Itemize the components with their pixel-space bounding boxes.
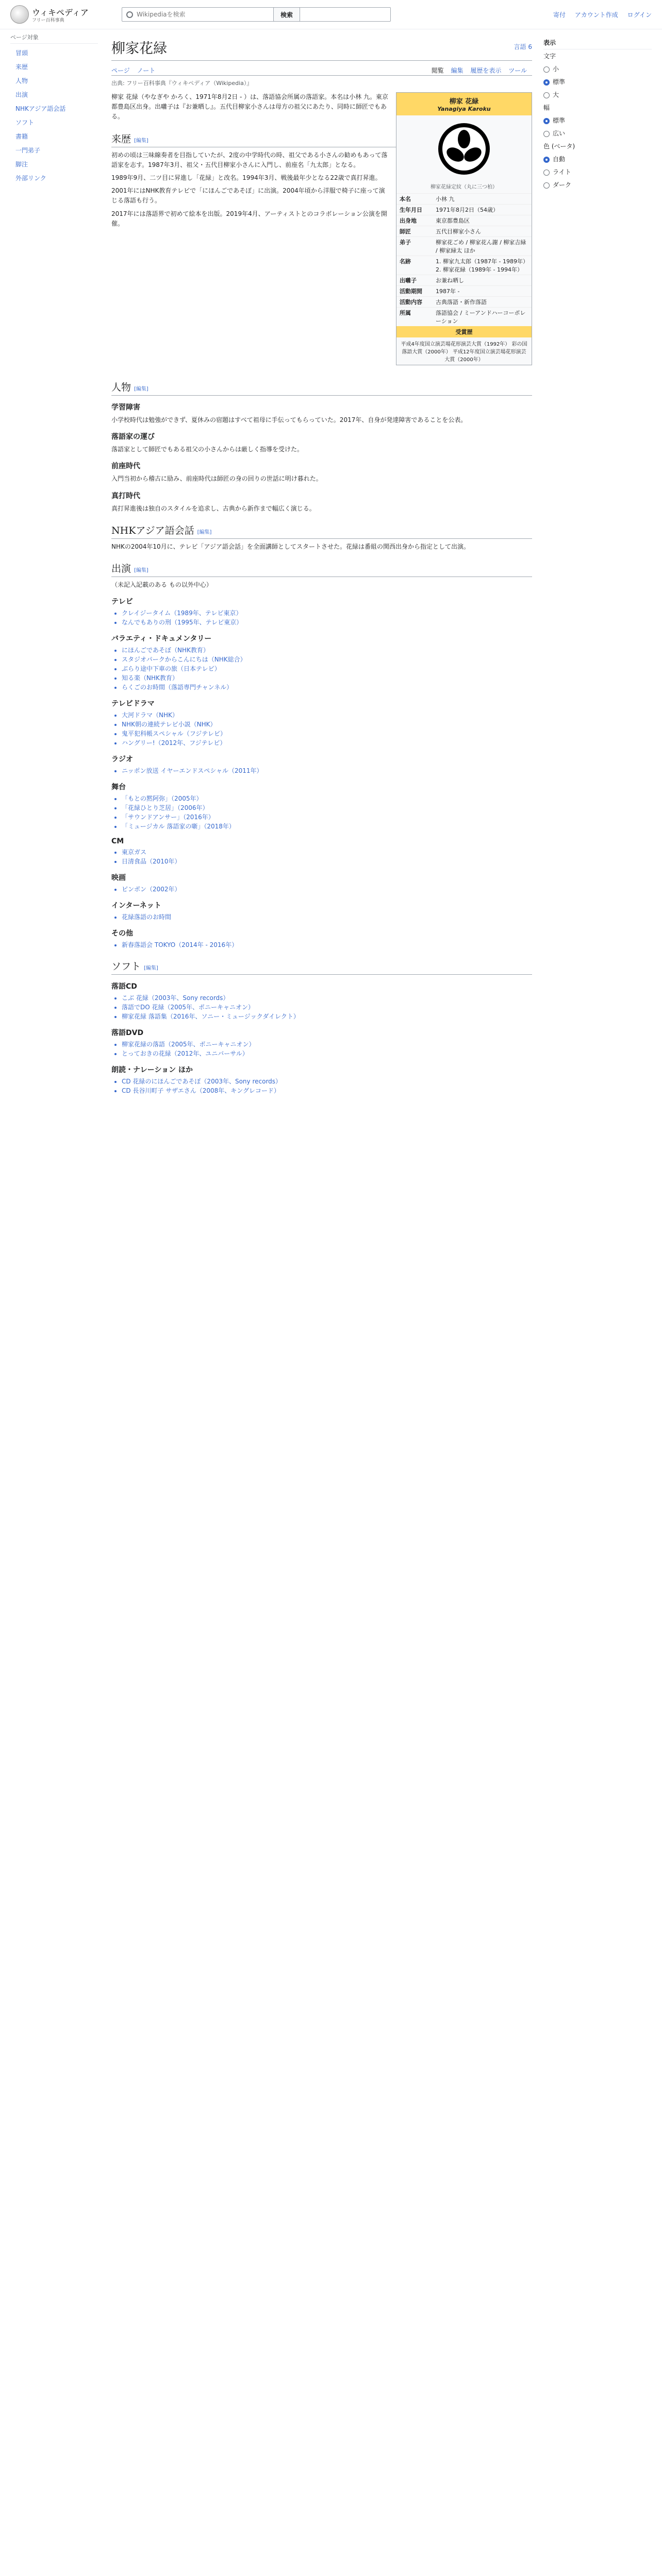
- radio-icon: [543, 92, 550, 98]
- radio-icon: [543, 131, 550, 137]
- infobox-value: 1. 柳家九太郎（1987年 - 1989年）2. 柳家花緑（1989年 - 1994年）: [436, 258, 528, 273]
- infobox-key: 活動期間: [400, 288, 422, 295]
- edit-link[interactable]: [編集]: [134, 138, 148, 144]
- family-crest-image: [396, 115, 532, 182]
- subsection-heading: 落語CD: [111, 982, 137, 991]
- section-heading: 来歴 [編集]: [111, 131, 532, 147]
- list-item[interactable]: • 知る楽（NHK教育）: [122, 673, 532, 683]
- infobox: [396, 92, 532, 365]
- list-item[interactable]: • 新春落語会 TOKYO（2014年 - 2016年）: [122, 940, 532, 950]
- subsection-heading: その他: [111, 929, 133, 938]
- list-item[interactable]: • 落語でDO 花緑（2005年、ポニーキャニオン）: [122, 1003, 532, 1012]
- list-item[interactable]: • ニッポン放送 イヤーエンドスペシャル（2011年）: [122, 766, 532, 775]
- list-item[interactable]: • ハングリー!（2012年、フジテレビ）: [122, 738, 532, 748]
- list-item[interactable]: • 花緑落語のお時間: [122, 912, 532, 922]
- paragraph: 2001年にはNHK教育テレビで「にほんごであそぼ」に出演。2004年頃から洋服で椅子に座って演じる落語も行う。: [111, 187, 385, 205]
- list-item[interactable]: • CD 長谷川町子 サザエさん（2008年、キングレコード）: [122, 1086, 532, 1095]
- section-note: （未記入記載のある もの以外中心）: [111, 581, 212, 588]
- table-of-contents: [10, 31, 98, 185]
- awards-heading: 受賞歴: [396, 326, 532, 337]
- language-button[interactable]: 言語 6: [514, 43, 532, 50]
- section-heading: NHKアジア語会話 [編集]: [111, 523, 532, 539]
- edit-link[interactable]: [編集]: [134, 567, 148, 573]
- subsection-heading: テレビ: [111, 598, 133, 606]
- infobox-value: 柳家花ごめ / 柳家花ん謝 / 柳家吉緑 / 柳家緑太 ほか: [436, 239, 526, 254]
- site-header: [0, 0, 662, 29]
- subsection-heading: テレビドラマ: [111, 700, 155, 708]
- tab-talk[interactable]: ノート: [137, 67, 156, 74]
- infobox-value: 五代目柳家小さん: [436, 228, 481, 235]
- tab-tools[interactable]: ツール: [508, 67, 527, 74]
- subsection-heading: インターネット: [111, 902, 161, 910]
- paragraph: 真打昇進後は独自のスタイルを追求し、古典から新作まで幅広く演じる。: [111, 504, 316, 512]
- infobox-key: 活動内容: [400, 299, 422, 306]
- login-link[interactable]: ログイン: [627, 11, 652, 19]
- infobox-key: 所属: [400, 310, 411, 316]
- list-item[interactable]: • 「花緑ひとり芝居」（2006年）: [122, 803, 532, 812]
- color-label: 色 (ベータ): [543, 143, 575, 150]
- bullet-list: [122, 912, 532, 922]
- search-input[interactable]: [136, 8, 344, 21]
- toc-item[interactable]: 外部リンク: [15, 175, 46, 182]
- list-item[interactable]: • 日清食品（2010年）: [122, 857, 532, 866]
- tab-edit[interactable]: 編集: [451, 67, 464, 74]
- infobox-value: 1971年8月2日（54歳）: [436, 207, 499, 213]
- list-item[interactable]: • にほんごであそぼ（NHK教育）: [122, 646, 532, 655]
- list-item[interactable]: • ぶらり途中下車の旅（日本テレビ）: [122, 664, 532, 673]
- paragraph: 落語家として師匠でもある祖父の小さんからは厳しく指導を受けた。: [111, 446, 304, 453]
- appearance-panel: [543, 31, 652, 191]
- infobox-row: [396, 204, 532, 215]
- personal-tools: [546, 10, 652, 19]
- bullet-list: [122, 646, 532, 692]
- paragraph: 初めの頃は三味線奏者を目指していたが、2度の中学時代の時、祖父である小さんの勧めもあって落語家を志す。1987年3月、祖父・五代目柳家小さんに入門し、前座名「九太郎」となる。: [111, 151, 388, 168]
- toc-item[interactable]: 書籍: [15, 133, 28, 140]
- width-label: 幅: [543, 104, 550, 111]
- infobox-row: [396, 296, 532, 307]
- list-item[interactable]: • 「ミュージカル 落語家の噺」（2018年）: [122, 822, 532, 831]
- infobox-value: お兼ね晒し: [436, 277, 464, 284]
- infobox-value: 1987年 -: [436, 288, 460, 295]
- width-wide[interactable]: 広い: [543, 127, 652, 140]
- wikipedia-logo[interactable]: [10, 4, 93, 25]
- infobox-key: 本名: [400, 196, 411, 202]
- text-size-large[interactable]: 大: [543, 88, 652, 101]
- infobox-row: [396, 256, 532, 275]
- list-item[interactable]: • CD 花緑のにほんごであそぼ（2003年、Sony records）: [122, 1077, 532, 1086]
- section-heading: 人物 [編集]: [111, 380, 532, 396]
- infobox-value: 落語協会 / ミーアンドハーコーポレーション: [436, 310, 526, 325]
- bullet-list: [122, 710, 532, 748]
- paragraph: 小学校時代は勉強ができず、夏休みの宿題はすべて祖母に手伝ってもらっていた。2017年、自身が発達障害であることを公表。: [111, 416, 467, 423]
- awards-list: 平成4年度国立演芸場花形演芸大賞（1992年） 彩の国落語大賞（2000年） 平成12年度国立演芸場花形演芸大賞（2000年）: [401, 342, 527, 363]
- section-heading: ソフト [編集]: [111, 959, 532, 975]
- bullet-list: [122, 848, 532, 866]
- edit-link[interactable]: [編集]: [134, 386, 148, 392]
- edit-link[interactable]: [編集]: [144, 965, 158, 972]
- subsection-heading: 真打時代: [111, 492, 140, 500]
- search-box: [122, 7, 391, 22]
- infobox-row: [396, 226, 532, 236]
- infobox-row: [396, 275, 532, 285]
- list-item[interactable]: • なんでもありの刑（1995年、テレビ東京）: [122, 618, 532, 627]
- tab-history[interactable]: 履歴を表示: [470, 67, 502, 74]
- list-item[interactable]: • NHK朝の連続テレビ小説（NHK）: [122, 720, 532, 729]
- subsection-heading: 舞台: [111, 783, 126, 792]
- edit-link[interactable]: [編集]: [197, 529, 212, 535]
- main-content: [111, 31, 532, 1097]
- infobox-row: [396, 236, 532, 256]
- list-item[interactable]: • ピンポン（2002年）: [122, 885, 532, 894]
- appearance-heading: 表示: [543, 36, 652, 49]
- text-size-standard[interactable]: 標準: [543, 75, 652, 88]
- infobox-row: [396, 193, 532, 204]
- infobox-row: [396, 215, 532, 226]
- color-dark[interactable]: ダーク: [543, 178, 652, 191]
- infobox-value: 古典落語・新作落語: [436, 299, 487, 306]
- toc-item[interactable]: 一門弟子: [15, 147, 41, 154]
- infobox-value: 小林 九: [436, 196, 455, 202]
- bullet-list: [122, 885, 532, 894]
- site-name: ウィキペディア: [32, 8, 89, 18]
- bullet-list: [122, 766, 532, 775]
- site-tagline: フリー百科事典: [32, 18, 64, 23]
- page-title: 柳家花緑 言語 6: [111, 37, 532, 61]
- create-account-link[interactable]: アカウント作成: [574, 11, 618, 19]
- infobox-value: 東京都豊島区: [436, 217, 470, 224]
- infobox-key: 出囃子: [400, 277, 417, 284]
- tab-read[interactable]: 閲覧: [431, 67, 444, 74]
- section-heading: 出演 [編集]: [111, 561, 532, 577]
- subsection-heading: 落語家の運び: [111, 433, 155, 442]
- subsection-heading: 映画: [111, 874, 126, 883]
- list-item[interactable]: • らくごのお時間（落語専門チャンネル）: [122, 683, 532, 692]
- infobox-key: 師匠: [400, 228, 411, 235]
- width-standard[interactable]: 標準: [543, 114, 652, 127]
- globe-icon: [10, 5, 29, 24]
- radio-icon: [543, 66, 550, 73]
- subsection-heading: バラエティ・ドキュメンタリー: [111, 635, 212, 643]
- infobox-key: 生年月日: [400, 207, 422, 213]
- infobox-caption: 柳家花緑定紋（丸に三つ柏）: [431, 184, 498, 190]
- text-size-label: 文字: [543, 53, 556, 60]
- radio-icon: [543, 157, 550, 163]
- infobox-title: 柳家 花緑 Yanagiya Karoku: [396, 93, 532, 115]
- text-size-small[interactable]: 小: [543, 62, 652, 75]
- infobox-key: 出身地: [400, 217, 417, 224]
- search-icon: [126, 11, 133, 18]
- radio-icon: [543, 118, 550, 124]
- toc-item[interactable]: 脚注: [15, 161, 28, 168]
- list-item[interactable]: • 大河ドラマ（NHK）: [122, 710, 532, 720]
- subsection-heading: 朗読・ナレーション ほか: [111, 1066, 193, 1075]
- toc-item[interactable]: 来歴: [15, 63, 28, 71]
- list-item[interactable]: • 「サウンドアンサー」（2016年）: [122, 812, 532, 822]
- bullet-list: [122, 940, 532, 950]
- intro-paragraph: 柳家 花緑（やなぎや かろく、1971年8月2日 - ）は、落語協会所属の落語家。本名は小林 九。東京都豊島区出身。出囃子は『お兼晒し』。五代目柳家小さんは母方の祖父にあたり、同時に師匠でもある。: [111, 93, 388, 121]
- toc-heading: ページ対象: [10, 31, 98, 44]
- subsection-heading: CM: [111, 837, 124, 846]
- bullet-list: [122, 993, 532, 1021]
- list-item[interactable]: • 鬼平犯科帳スペシャル（フジテレビ）: [122, 729, 532, 738]
- toc-item[interactable]: NHKアジア語会話: [15, 105, 66, 112]
- bullet-list: [122, 794, 532, 831]
- infobox-key: 弟子: [400, 239, 411, 246]
- bullet-list: [122, 608, 532, 627]
- paragraph: 2017年には落語界で初めて絵本を出版。2019年4月、アーティストとのコラボレーション公演を開催。: [111, 210, 387, 227]
- color-light[interactable]: ライト: [543, 165, 652, 178]
- list-item[interactable]: • こぶ 花緑（2003年、Sony records）: [122, 993, 532, 1003]
- paragraph: 1989年9月、二ツ目に昇進し「花緑」と改名。1994年3月、戦後最年少となる22歳で真打昇進。: [111, 174, 382, 181]
- list-item[interactable]: • スタジオパークからこんにちは（NHK総合）: [122, 655, 532, 664]
- radio-icon: [543, 182, 550, 189]
- radio-icon: [543, 79, 550, 86]
- subsection-heading: 落語DVD: [111, 1029, 144, 1038]
- color-auto[interactable]: 自動: [543, 152, 652, 165]
- bullet-list: [122, 1040, 532, 1058]
- infobox-key: 名跡: [400, 258, 411, 265]
- list-item[interactable]: • 柳家花緑の落語（2005年、ポニーキャニオン）: [122, 1040, 532, 1049]
- toc-item[interactable]: 冒頭: [15, 49, 28, 57]
- toc-item[interactable]: 出演: [15, 91, 28, 98]
- paragraph: NHKの2004年10月に、テレビ「アジア語会話」を全面講師としてスタートさせた。花緑は番組の関西出身から指定として出演。: [111, 543, 470, 550]
- page-subtitle: 出典: フリー百科事典『ウィキペディア（Wikipedia）』: [111, 80, 253, 87]
- list-item[interactable]: • とっておきの花緑（2012年、ユニバーサル）: [122, 1049, 532, 1058]
- toc-item[interactable]: ソフト: [15, 119, 35, 126]
- subsection-heading: 学習障害: [111, 403, 140, 412]
- radio-icon: [543, 170, 550, 176]
- list-item[interactable]: • 東京ガス: [122, 848, 532, 857]
- infobox-row: [396, 285, 532, 296]
- toc-item[interactable]: 人物: [15, 77, 28, 84]
- paragraph: 入門当初から稽古に励み、前座時代は師匠の身の回りの世話に明け暮れた。: [111, 475, 322, 483]
- search-button[interactable]: 検索: [273, 7, 300, 22]
- infobox-row: [396, 307, 532, 326]
- bullet-list: [122, 1077, 532, 1095]
- subsection-heading: 前座時代: [111, 462, 140, 471]
- subsection-heading: ラジオ: [111, 755, 133, 764]
- donate-link[interactable]: 寄付: [553, 11, 566, 19]
- page-tabs: [111, 64, 532, 76]
- list-item[interactable]: • クレイジータイム（1989年、テレビ東京）: [122, 608, 532, 618]
- list-item[interactable]: • 「もとの黙阿弥」（2005年）: [122, 794, 532, 803]
- list-item[interactable]: • 柳家花緑 落語集（2016年、ソニー・ミュージックダイレクト）: [122, 1012, 532, 1021]
- tab-page[interactable]: ページ: [111, 67, 130, 74]
